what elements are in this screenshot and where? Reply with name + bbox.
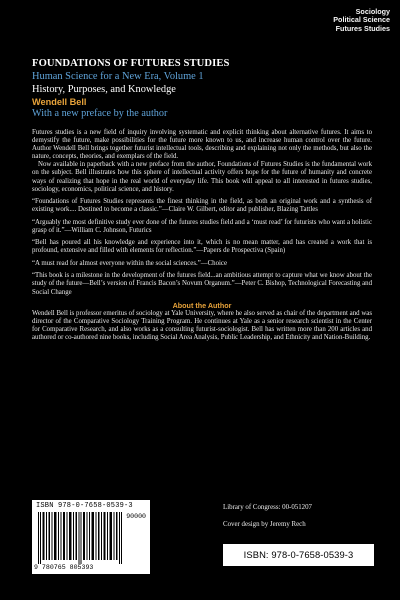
about-author-heading: About the Author (172, 300, 232, 310)
subject-sociology: Sociology (355, 7, 390, 16)
subject-futures-studies: Futures Studies (335, 23, 390, 33)
book-heading (32, 58, 372, 121)
review-quote: “Foundations of Futures Studies represents the finest thinking in the field, as both an original work and a synthesis of existing work.... Destined to become a classic.”—Claire W. Gilbert, editor and publisher, Blazing Tattles (32, 198, 372, 214)
subject-categories (333, 8, 390, 33)
review-quote: “A must read for almost everyone within the social sciences.”—Choice (32, 259, 227, 267)
back-cover-text (32, 129, 372, 342)
book-subtitle-secondary: History, Purposes, and Knowledge (32, 83, 176, 95)
barcode (32, 500, 150, 574)
barcode-digits: 9 780765 805393 (34, 564, 94, 571)
isbn-box: ISBN: 978-0-7658-0539-3 (223, 544, 374, 566)
barcode-price-code: 90000 (126, 513, 146, 520)
book-subtitle: Human Science for a New Era, Volume 1 (32, 71, 204, 82)
barcode-bars-icon (38, 512, 122, 564)
barcode-isbn-text: ISBN 978-0-7658-0539-3 (36, 502, 133, 510)
description-paragraph: Futures studies is a new field of inquiry involving systematic and explicit thinking about alternative futures. It aims to demystify the future, make possibilities for the future more known to us, and increase human control over the future. Author Wendell Bell brings together futurist intellectual tools, describing and explaining not only the methods, but also the nature, concepts, theories, and exemplars of the field. (32, 129, 372, 161)
description-paragraph: Now available in paperback with a new preface from the author, Foundations of Futures Studies is the fundamental work on the subject. Bell illustrates how this sphere of intellectual activity offers hope for the future of humanity and concrete ways of realizing that hope in the real world of everyday life. This book will appeal to all interested in futures studies, sociology, economics, political science, and history. (32, 161, 372, 193)
subject-political-science: Political Science (333, 15, 390, 25)
book-title: FOUNDATIONS OF FUTURES STUDIES (32, 58, 230, 69)
library-of-congress: Library of Congress: 00-051207 (223, 504, 312, 511)
cover-design-credit: Cover design by Jeremy Rech (223, 521, 306, 528)
about-author-text: Wendell Bell is professor emeritus of sociology at Yale University, where he also served as chair of the department and was director of the Comparative Sociology Training Program. He continues at Yale as a senior research scientist in the Center for Comparative Research, and also works as a consulting futurist-sociologist. Bell has written more than 200 articles and authored or co-authored nine books, including Social Area Analysis, Public Leadership, and Ethnicity and Nation-Building. (32, 309, 372, 342)
author-name: Wendell Bell (32, 97, 87, 107)
preface-note: With a new preface by the author (32, 108, 168, 120)
review-quote: “Bell has poured all his knowledge and experience into it, which is no mean matter, and has created a work that is profound, extensive and filled with elements for reflection.”—Papers de Prospectiva (Spain) (32, 239, 372, 255)
review-quote: “This book is a milestone in the development of the futures field...an ambitious attempt to capture what we know about the study of the future—Bell’s version of Francis Bacon’s Novum Organum.”—Peter C. Bishop, Technological Forecasting and Social Change (32, 272, 372, 296)
review-quote: “Arguably the most definitive study ever done of the futures studies field and a ‘must read’ for futurists who want a holistic grasp of it.”—William C. Johnson, Futurics (32, 218, 372, 234)
